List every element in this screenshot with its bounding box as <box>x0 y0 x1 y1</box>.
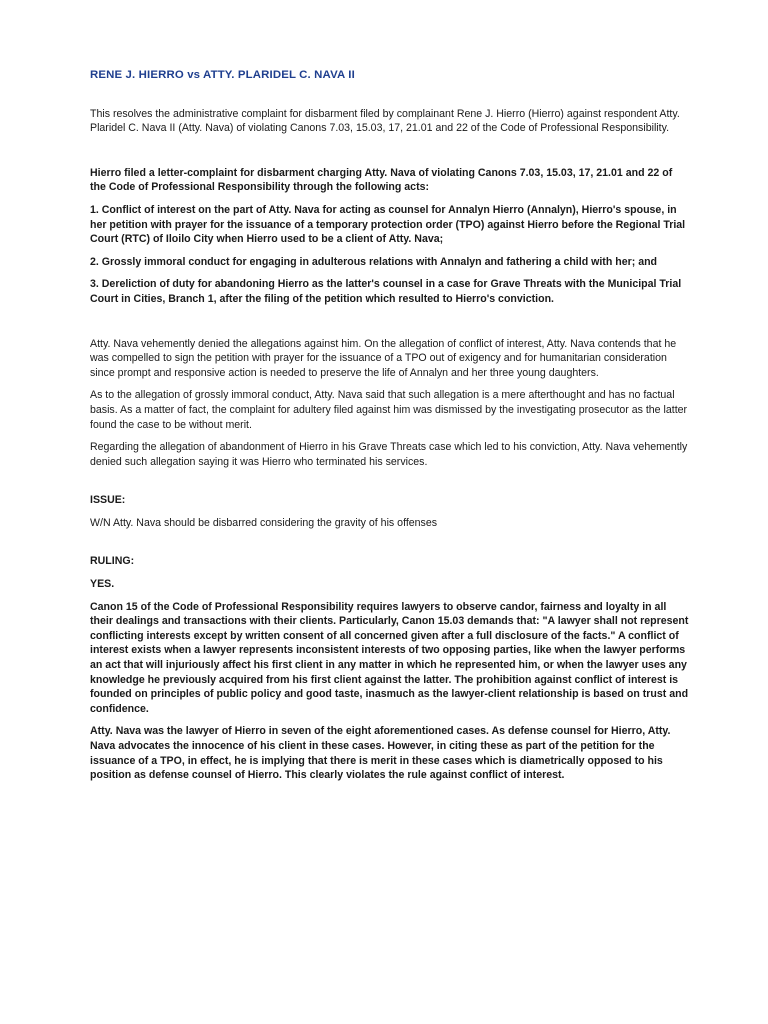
defense-paragraph-1: Atty. Nava vehemently denied the allegations against him. On the allegation of conflict of interest, Atty. Nava contends that he was compelled to sign the petition with prayer for the issuance of a TPO out of exigency and for humanitarian consideration since prompt and responsive action is needed to preserve the life of Annalyn and her three young daughters. <box>90 337 677 379</box>
act-item-2: 2. Grossly immoral conduct for engaging in adulterous relations with Annalyn and fathering a child with her; and <box>90 255 658 268</box>
intro-paragraph: This resolves the administrative complaint for disbarment filed by complainant Rene J. Hierro (Hierro) against respondent Atty. Plaridel C. Nava II (Atty. Nava) of violating Canons 7.03, 15.03, 17, 21.01 and 22 of the Code of Professional Responsibility. <box>90 107 680 135</box>
ruling-canon-paragraph: Canon 15 of the Code of Professional Responsibility requires lawyers to observe candor, fairness and loyalty in all their dealings and transactions with their clients. Particularly, Canon 15.03 demands that: "A lawyer shall not represent conflicting interests except by written consent of all concerned given after a full disclosure of the facts." A conflict of interest exists when a lawyer represents inconsistent interests of two opposing parties, like when the lawyer performs an act that will injuriously affect his first client in any matter in which he represented him, or when the lawyer uses any knowledge he previously acquired from his first client against the latter. The prohibition against conflict of interest is founded on principles of public policy and good taste, inasmuch as the lawyer-client relationship is based on trust and confidence. <box>90 600 689 715</box>
defense-paragraph-3: Regarding the allegation of abandonment of Hierro in his Grave Threats case which led to his conviction, Atty. Nava vehemently denied such allegation saying it was Hierro who terminated his services. <box>90 441 688 468</box>
ruling-application-paragraph: Atty. Nava was the lawyer of Hierro in seven of the eight aforementioned cases. As defense counsel for Hierro, Atty. Nava advocates the innocence of his client in these cases. However, in citing these as part of the petition for the issuance of a TPO, in effect, he is implying that there is merit in these cases which is diametrically opposed to his position as defense counsel of Hierro. This clearly violates the rule against conflict of interest. <box>90 725 671 782</box>
ruling-answer: YES. <box>90 578 115 591</box>
case-title: RENE J. HIERRO vs ATTY. PLARIDEL C. NAVA II <box>90 69 355 81</box>
act-item-3: 3. Dereliction of duty for abandoning Hierro as the latter's counsel in a case for Grave Threats with the Municipal Trial Court in Cities, Branch 1, after the filing of the petition which resulted to Hierro's conviction. <box>90 278 682 305</box>
ruling-heading: RULING: <box>90 555 135 568</box>
issue-heading: ISSUE: <box>90 494 126 507</box>
act-item-1: 1. Conflict of interest on the part of Atty. Nava for acting as counsel for Annalyn Hierro (Annalyn), Hierro's spouse, in her petition with prayer for the issuance of a temporary protection order (TPO) against Hierro before the Regional Trial Court (RTC) of Iloilo City when Hierro used to be a client of Atty. Nava; <box>90 203 686 246</box>
facts-intro-paragraph: Hierro filed a letter-complaint for disbarment charging Atty. Nava of violating Canons 7.03, 15.03, 17, 21.01 and 22 of the Code of Professional Responsibility through the following acts: <box>90 166 673 194</box>
document-page <box>90 68 690 791</box>
issue-text: W/N Atty. Nava should be disbarred considering the gravity of his offenses <box>90 516 438 529</box>
defense-paragraph-2: As to the allegation of grossly immoral conduct, Atty. Nava said that such allegation is a mere afterthought and has no factual basis. As a matter of fact, the complaint for adultery filed against him was dismissed by the investigating prosecutor as the latter found the case to be without merit. <box>90 389 688 431</box>
